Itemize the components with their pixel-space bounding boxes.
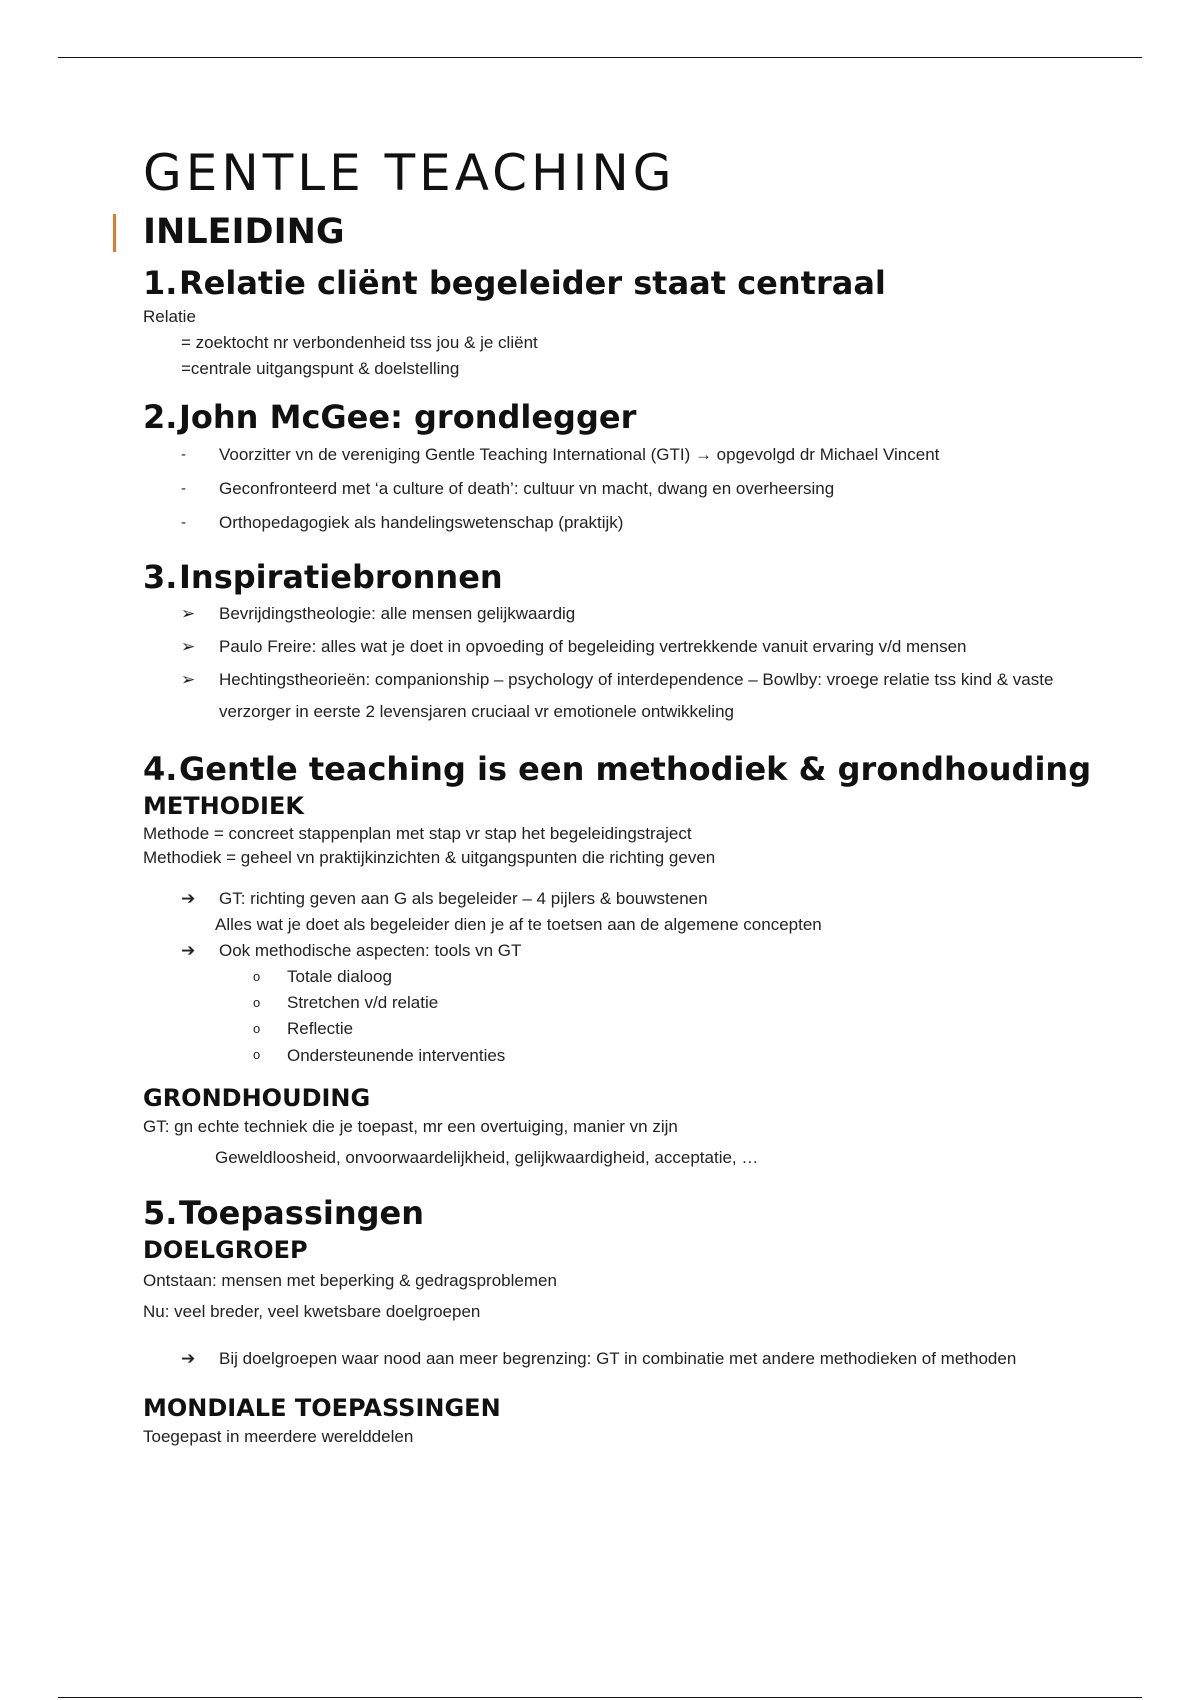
sub-list-item-text: Stretchen v/d relatie <box>287 993 439 1012</box>
accent-bar <box>113 214 116 252</box>
list-item-continuation: Alles wat je doet als begeleider dien je af te toetsen aan de algemene concepten <box>215 915 822 934</box>
section-heading-inleiding <box>143 208 1103 256</box>
sub-list-item <box>143 1016 1103 1042</box>
circle-bullet-icon: o <box>253 1021 261 1036</box>
section-title: Toepassingen <box>179 1194 424 1232</box>
list-item-text: Voorzitter vn de vereniging Gentle Teaching International (GTI) → opgevolgd dr Michael Vincent <box>219 445 940 464</box>
list-item <box>143 506 1103 540</box>
sub-list-item <box>143 990 1103 1016</box>
doelgroep-line: Nu: veel breder, veel kwetsbare doelgroepen <box>143 1302 481 1321</box>
section-3 <box>143 556 1103 728</box>
section-5 <box>143 1192 1103 1450</box>
grondhouding-sub: Geweldloosheid, onvoorwaardelijkheid, gelijkwaardigheid, acceptatie, … <box>215 1148 759 1167</box>
section-number: 3. <box>143 558 178 596</box>
sub-list-item-text: Ondersteunende interventies <box>287 1046 506 1065</box>
section-5-heading <box>143 1192 1103 1234</box>
document-body <box>143 138 1103 1450</box>
section-number: 1. <box>143 264 178 302</box>
circle-bullet-icon: o <box>253 995 261 1010</box>
arrow-right-icon: ➔ <box>181 1349 196 1368</box>
section-4 <box>143 748 1103 1176</box>
list-item <box>143 438 1103 472</box>
dash-bullet: - <box>181 446 186 463</box>
doelgroep-line: Ontstaan: mensen met beperking & gedragsproblemen <box>143 1271 557 1290</box>
list-item-text: Paulo Freire: alles wat je doet in opvoeding of begeleiding vertrekkende vanuit ervaring v/d mensen <box>219 637 967 656</box>
list-item-text: Bevrijdingstheologie: alle mensen gelijkwaardig <box>219 604 576 623</box>
top-rule <box>58 57 1142 58</box>
mondiale-line: Toegepast in meerdere werelddelen <box>143 1427 414 1446</box>
methodiek-heading: METHODIEK <box>143 792 304 820</box>
section-1-heading <box>143 262 1103 304</box>
mondiale-heading: MONDIALE TOEPASSINGEN <box>143 1394 501 1422</box>
list-item-text: Orthopedagogiek als handelingswetenschap (praktijk) <box>219 513 624 532</box>
section-2-heading <box>143 396 1103 438</box>
list-item <box>143 938 1103 964</box>
arrowhead-bullet-icon: ➢ <box>181 670 196 689</box>
dash-bullet: - <box>181 514 186 531</box>
list-item <box>143 598 1103 630</box>
section-title: Inspiratiebronnen <box>179 558 503 596</box>
sub-list-item-text: Totale dialoog <box>287 967 392 986</box>
arrowhead-bullet-icon: ➢ <box>181 604 196 623</box>
doelgroep-heading: DOELGROEP <box>143 1236 308 1264</box>
list-item <box>143 886 1103 912</box>
relatie-line: = zoektocht nr verbondenheid tss jou & je cliënt <box>181 333 538 352</box>
section-title: Gentle teaching is een methodiek & grondhouding <box>179 750 1092 788</box>
list-item-text: Hechtingstheorieën: companionship – psychology of interdependence – Bowlby: vroege relatie tss kind & vaste verzorger in eerste 2 levensjaren cruciaal vr emotionele ontwikkeling <box>219 670 1054 721</box>
arrow-right-icon: ➔ <box>181 941 196 960</box>
relatie-label: Relatie <box>143 307 196 326</box>
methodiek-line: Methodiek = geheel vn praktijkinzichten & uitgangspunten die richting geven <box>143 848 716 867</box>
sub-list-item-text: Reflectie <box>287 1019 354 1038</box>
section-number: 4. <box>143 750 178 788</box>
circle-bullet-icon: o <box>253 1047 261 1062</box>
list-item <box>143 1342 1103 1376</box>
arrow-right-icon: ➔ <box>181 889 196 908</box>
methodiek-line: Methode = concreet stappenplan met stap vr stap het begeleidingstraject <box>143 824 692 843</box>
section-4-heading <box>143 748 1103 790</box>
section-number: 5. <box>143 1194 178 1232</box>
section-1 <box>143 262 1103 382</box>
relatie-line: =centrale uitgangspunt & doelstelling <box>181 359 460 378</box>
inleiding-text: INLEIDING <box>143 212 345 252</box>
list-item-text: GT: richting geven aan G als begeleider – 4 pijlers & bouwstenen <box>219 889 708 908</box>
section-number: 2. <box>143 398 178 436</box>
circle-bullet-icon: o <box>253 969 261 984</box>
section-title: John McGee: grondlegger <box>179 398 637 436</box>
list-item-text: Ook methodische aspecten: tools vn GT <box>219 941 522 960</box>
list-item <box>143 630 1103 664</box>
section-2 <box>143 396 1103 540</box>
sub-list-item <box>143 964 1103 990</box>
bottom-rule <box>58 1697 1142 1698</box>
list-item <box>143 472 1103 506</box>
section-title: Relatie cliënt begeleider staat centraal <box>179 264 886 302</box>
document-title: GENTLE TEACHING <box>143 144 676 202</box>
arrowhead-bullet-icon: ➢ <box>181 637 196 656</box>
list-item-text: Geconfronteerd met ‘a culture of death’: cultuur vn macht, dwang en overheersing <box>219 479 835 498</box>
methodiek-arrows <box>143 886 1103 1070</box>
dash-bullet: - <box>181 480 186 497</box>
section-3-heading <box>143 556 1103 598</box>
list-item <box>143 664 1103 728</box>
grondhouding-line: GT: gn echte techniek die je toepast, mr een overtuiging, manier vn zijn <box>143 1117 678 1136</box>
grondhouding-heading: GRONDHOUDING <box>143 1084 371 1112</box>
sub-list-item <box>143 1042 1103 1070</box>
list-item-text: Bij doelgroepen waar nood aan meer begrenzing: GT in combinatie met andere methodieken of methoden <box>219 1349 1017 1368</box>
